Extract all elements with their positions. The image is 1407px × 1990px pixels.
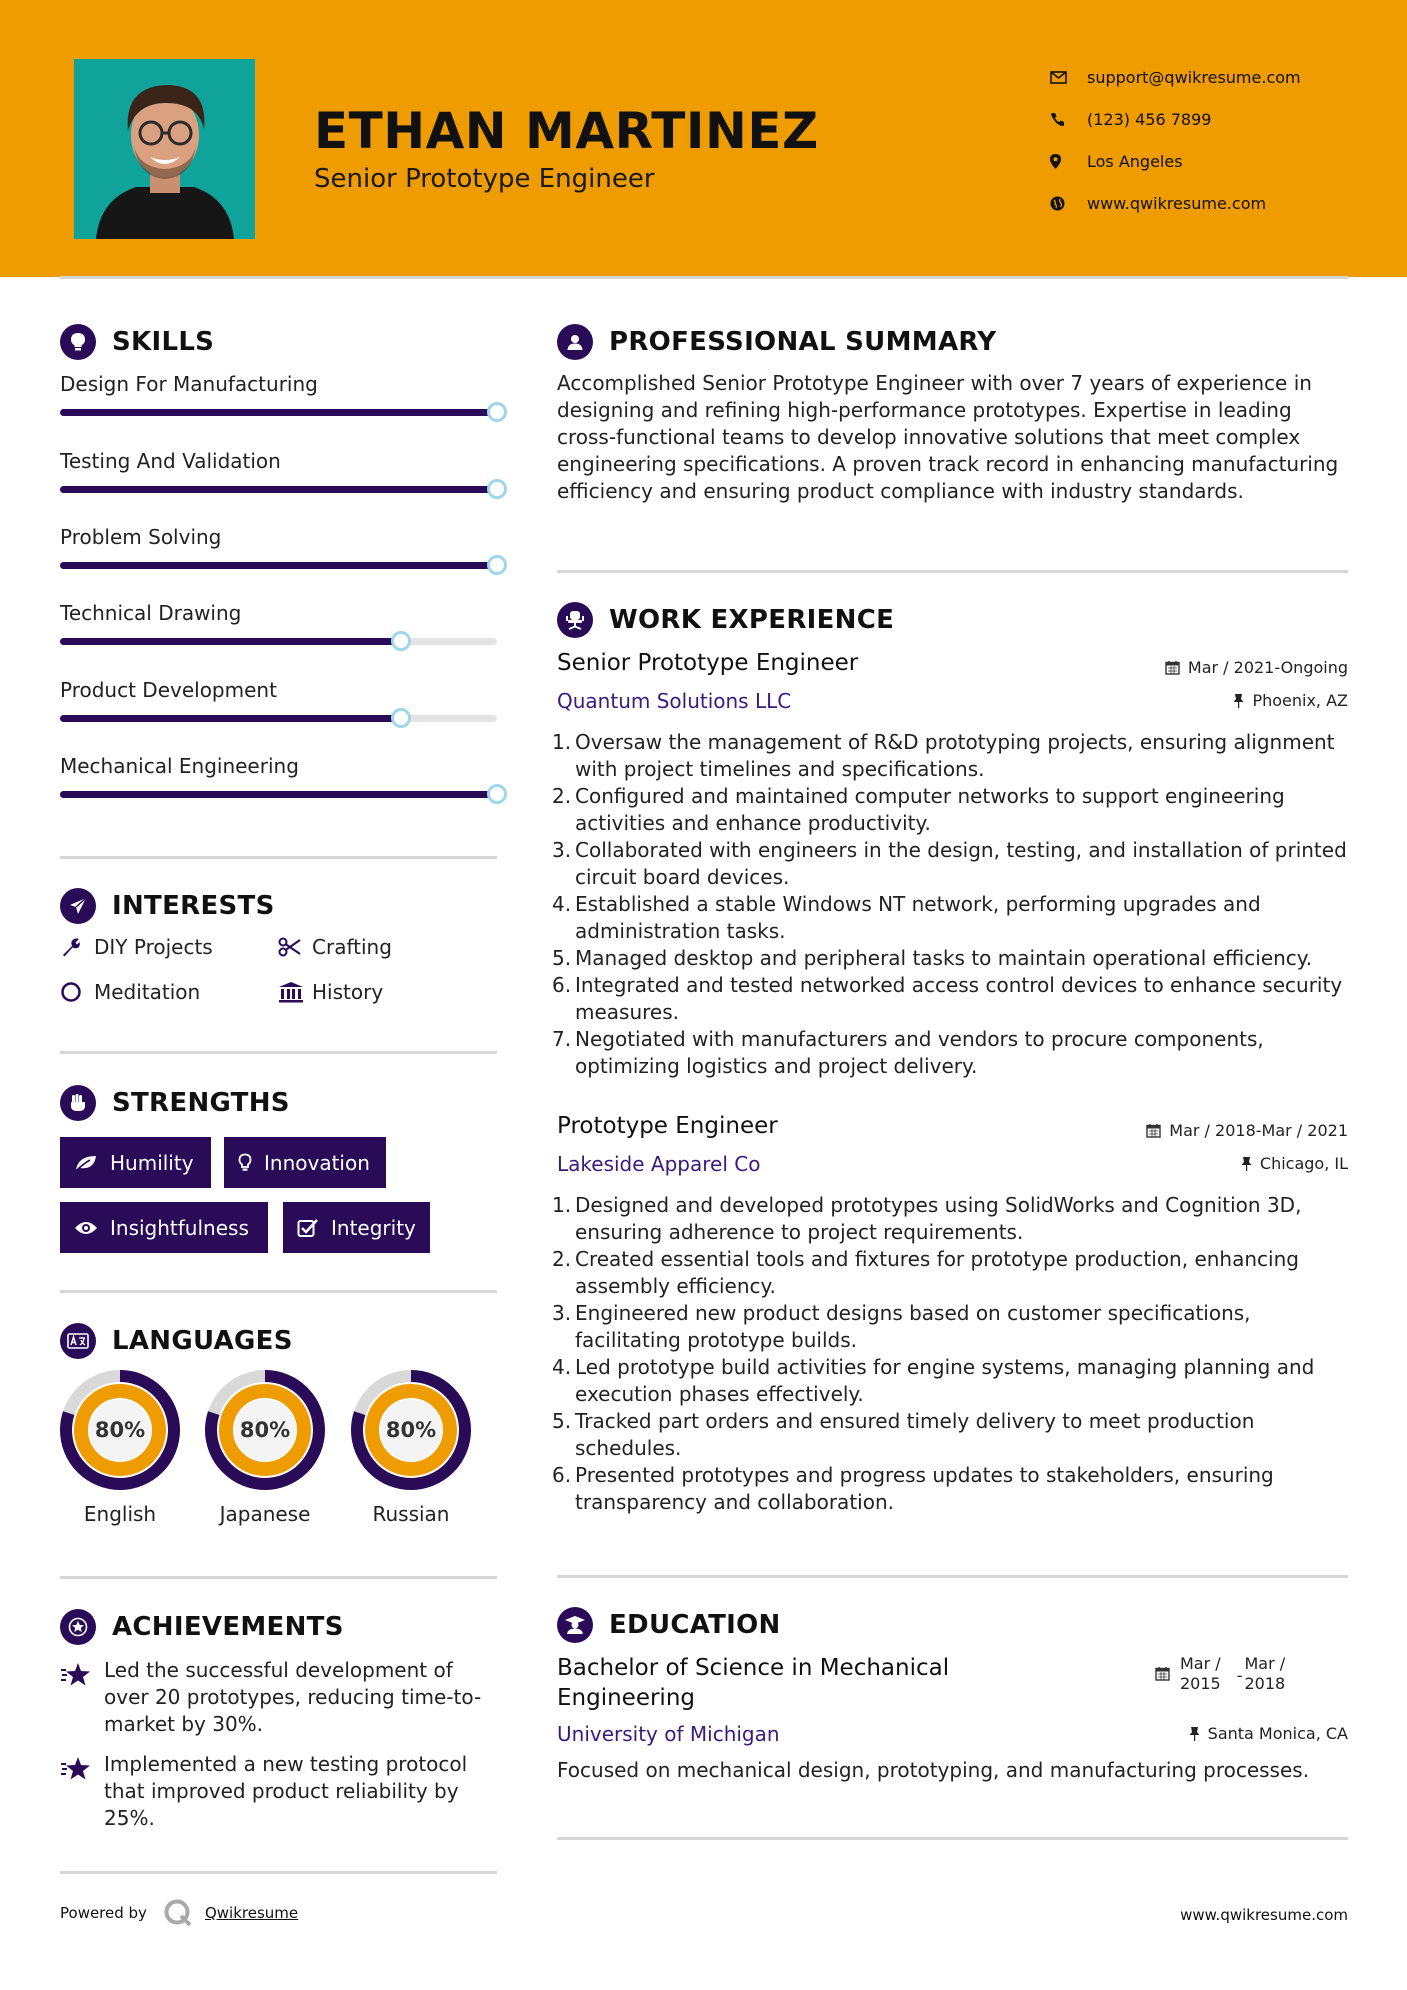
education-dates xyxy=(1155,1654,1285,1694)
skills-heading xyxy=(60,324,214,360)
contact-website[interactable] xyxy=(1050,182,1301,224)
job-duties xyxy=(552,1192,1352,1516)
achievement-text: Implemented a new testing protocol that improved product reliability by 25%. xyxy=(104,1752,468,1830)
interest-label: DIY Projects xyxy=(94,935,213,959)
skill-item xyxy=(60,522,500,552)
candidate-title: Senior Prototype Engineer xyxy=(314,164,655,194)
achievements-title: ACHIEVEMENTS xyxy=(112,1612,344,1642)
contact-website-text: www.qwikresume.com xyxy=(1087,193,1267,213)
star-icon xyxy=(60,1751,104,1832)
skills-title: SKILLS xyxy=(112,327,215,357)
summary-heading xyxy=(557,324,996,360)
qwikresume-link[interactable]: Qwikresume xyxy=(204,1904,299,1922)
skill-bar xyxy=(60,562,497,569)
degree-title xyxy=(557,1653,949,1713)
user-icon xyxy=(557,324,593,360)
summary-text: Accomplished Senior Prototype Engineer with over 7 years of experience in designing and refining high-performance prototypes. Expertise in leading cross-functional teams to develop innovative solutions that meet complex engineering specifications. A proven track record in enhancing manufacturing efficiency and ensuring product compliance with industry standards. xyxy=(557,371,1339,503)
duty-text: Engineered new product designs based on customer specifications, facilitating prototype builds. xyxy=(575,1301,1251,1352)
lightbulb-icon xyxy=(238,1153,252,1173)
interest-item xyxy=(60,980,200,1004)
interest-label: History xyxy=(312,980,384,1004)
language-item xyxy=(55,1368,185,1526)
education-start-date: Mar / 2015 xyxy=(1180,1654,1221,1693)
job-role: Senior Prototype Engineer xyxy=(557,650,859,676)
graduate-icon xyxy=(557,1607,593,1643)
strength-label: Humility xyxy=(110,1150,194,1175)
strengths-title: STRENGTHS xyxy=(112,1088,290,1118)
profile-photo xyxy=(74,59,255,239)
calendar-icon xyxy=(1146,1123,1161,1138)
contact-phone-text: (123) 456 7899 xyxy=(1087,109,1212,129)
education-location-text: Santa Monica, CA xyxy=(1207,1724,1348,1743)
contact-email-text: support@qwikresume.com xyxy=(1087,67,1301,87)
strength-badge xyxy=(60,1137,211,1188)
phone-icon xyxy=(1050,112,1087,127)
language-item xyxy=(200,1368,330,1526)
strength-label: Innovation xyxy=(264,1150,370,1175)
section-divider xyxy=(557,1837,1348,1840)
education-description: Focused on mechanical design, prototyping, and manufacturing processes. xyxy=(557,1758,1310,1782)
avatar-illustration xyxy=(74,59,255,239)
duty-item: 3. Engineered new product designs based on customer specifications, facilitating prototype builds. xyxy=(557,1300,1352,1354)
section-divider xyxy=(60,1871,497,1874)
degree-line: Engineering xyxy=(557,1685,695,1711)
duty-item: 7. Negotiated with manufacturers and vendors to procure components, optimizing logistics and project delivery. xyxy=(557,1026,1352,1080)
education-location xyxy=(1189,1724,1348,1743)
skill-bar-fill xyxy=(60,409,497,416)
job-dates-text: Mar / 2021-Ongoing xyxy=(1187,658,1348,677)
strength-badge xyxy=(60,1202,268,1253)
footer-website[interactable]: www.qwikresume.com xyxy=(1180,1906,1348,1924)
skill-bar-knob xyxy=(487,784,507,804)
map-pin-icon xyxy=(1050,154,1087,169)
duty-text: Collaborated with engineers in the design, testing, and installation of printed circuit board devices. xyxy=(575,838,1347,889)
job-dates xyxy=(1165,658,1348,677)
duty-text: Led prototype build activities for engine systems, managing planning and execution phases effectively. xyxy=(575,1355,1315,1406)
duty-text: Integrated and tested networked access control devices to enhance security measures. xyxy=(575,973,1343,1024)
skill-bar xyxy=(60,409,497,416)
star-icon xyxy=(60,1657,104,1738)
education-end-date: Mar / 2018 xyxy=(1244,1654,1286,1693)
check-square-icon xyxy=(297,1218,319,1238)
date-separator: - xyxy=(1236,1666,1243,1685)
language-percent: 80% xyxy=(239,1418,291,1442)
experience-heading xyxy=(557,602,894,638)
section-divider xyxy=(60,1290,497,1293)
skill-name: Design For Manufacturing xyxy=(60,372,318,396)
duty-text: Managed desktop and peripheral tasks to maintain operational efficiency. xyxy=(575,946,1313,970)
achievements-heading xyxy=(60,1609,344,1645)
paper-plane-icon xyxy=(60,888,96,924)
leaf-icon xyxy=(74,1154,98,1172)
language-percent: 80% xyxy=(94,1418,146,1442)
duty-item: 6. Presented prototypes and progress updates to stakeholders, ensuring transparency and collaboration. xyxy=(557,1462,1352,1516)
interest-label: Meditation xyxy=(94,980,201,1004)
skill-name: Testing And Validation xyxy=(60,449,281,473)
skill-item xyxy=(60,369,500,399)
strength-badge xyxy=(283,1202,430,1253)
duty-item: 1. Designed and developed prototypes using SolidWorks and Cognition 3D, ensuring adherence to project requirements. xyxy=(557,1192,1352,1246)
skill-bar-knob xyxy=(391,631,411,651)
job-duties xyxy=(552,729,1352,1080)
duty-text: Tracked part orders and ensured timely delivery to meet production schedules. xyxy=(575,1409,1255,1460)
language-ring xyxy=(203,1368,327,1492)
candidate-name: ETHAN MARTINEZ xyxy=(314,102,819,160)
duty-item: 5. Tracked part orders and ensured timely delivery to meet production schedules. xyxy=(557,1408,1352,1462)
circle-icon xyxy=(60,981,94,1003)
section-divider xyxy=(557,1575,1348,1578)
languages-title: LANGUAGES xyxy=(112,1326,293,1356)
strength-badge xyxy=(224,1137,386,1188)
duty-item: 5. Managed desktop and peripheral tasks to maintain operational efficiency. xyxy=(552,946,1313,970)
globe-icon xyxy=(1050,196,1087,211)
strengths-heading xyxy=(60,1085,290,1121)
calendar-icon xyxy=(1165,660,1180,675)
skill-name: Problem Solving xyxy=(60,525,222,549)
skill-bar-knob xyxy=(391,708,411,728)
contact-email[interactable] xyxy=(1050,56,1301,98)
job-role: Prototype Engineer xyxy=(557,1113,778,1139)
section-divider xyxy=(60,856,497,859)
skill-bar-fill xyxy=(60,715,401,722)
skill-bar-fill xyxy=(60,562,497,569)
skill-bar xyxy=(60,791,497,798)
job-location xyxy=(1241,1154,1348,1173)
job-location-text: Phoenix, AZ xyxy=(1252,691,1348,710)
envelope-icon xyxy=(1050,71,1087,84)
header-divider xyxy=(60,276,1348,279)
skill-bar-fill xyxy=(60,638,401,645)
section-divider xyxy=(557,570,1348,573)
duty-item: 2. Created essential tools and fixtures for prototype production, enhancing assembly efficiency. xyxy=(557,1246,1352,1300)
scissors-icon xyxy=(278,937,312,957)
thumbtack-icon xyxy=(1241,1156,1252,1171)
job-dates-text: Mar / 2018-Mar / 2021 xyxy=(1169,1121,1348,1140)
skill-bar-knob xyxy=(487,479,507,499)
strength-label: Integrity xyxy=(331,1215,416,1240)
duty-text: Presented prototypes and progress updates to stakeholders, ensuring transparency and collaboration. xyxy=(575,1463,1274,1514)
contact-phone[interactable] xyxy=(1050,98,1301,140)
language-percent: 80% xyxy=(385,1418,437,1442)
interest-item xyxy=(278,980,383,1004)
duty-item: 3. Collaborated with engineers in the design, testing, and installation of printed circuit board devices. xyxy=(557,837,1352,891)
interest-item xyxy=(60,935,213,959)
skill-item xyxy=(60,675,500,705)
strength-label: Insightfulness xyxy=(110,1215,249,1240)
skill-bar xyxy=(60,486,497,493)
wrench-icon xyxy=(60,936,94,958)
achievement-text: Led the successful development of over 20 prototypes, reducing time-to-market by 30%. xyxy=(104,1658,482,1736)
duty-text: Designed and developed prototypes using SolidWorks and Cognition 3D, ensuring adherence to project requirements. xyxy=(575,1193,1302,1244)
education-heading xyxy=(557,1607,781,1643)
language-name: Russian xyxy=(372,1502,450,1526)
job-company: Lakeside Apparel Co xyxy=(557,1152,761,1176)
contact-list xyxy=(1050,56,1301,224)
contact-location-text: Los Angeles xyxy=(1087,151,1183,171)
duty-text: Configured and maintained computer networks to support engineering activities and enhance productivity. xyxy=(575,784,1285,835)
education-title: EDUCATION xyxy=(609,1610,781,1640)
skill-name: Mechanical Engineering xyxy=(60,754,299,778)
language-ring xyxy=(349,1368,473,1492)
language-name: English xyxy=(83,1502,157,1526)
contact-location xyxy=(1050,140,1301,182)
duty-item: 6. Integrated and tested networked access control devices to enhance security measures. xyxy=(557,972,1352,1026)
language-item xyxy=(346,1368,476,1526)
skill-bar xyxy=(60,638,497,645)
achievement-item xyxy=(60,1751,500,1832)
thumbtack-icon xyxy=(1189,1726,1200,1741)
job-location xyxy=(1233,691,1348,710)
powered-by-text: Powered by xyxy=(60,1904,147,1922)
duty-item: 1. Oversaw the management of R&D prototyping projects, ensuring alignment with project timelines and specifications. xyxy=(557,729,1352,783)
interests-heading xyxy=(60,888,275,924)
skill-item xyxy=(60,751,500,781)
museum-icon xyxy=(278,981,312,1003)
duty-item: 2. Configured and maintained computer networks to support engineering activities and enhance productivity. xyxy=(557,783,1352,837)
job-location-text: Chicago, IL xyxy=(1259,1154,1348,1173)
skill-bar-knob xyxy=(487,555,507,575)
skill-item xyxy=(60,446,500,476)
duty-text: Negotiated with manufacturers and vendors to procure components, optimizing logistics and project delivery. xyxy=(575,1027,1264,1078)
duty-text: Oversaw the management of R&D prototyping projects, ensuring alignment with project timelines and specifications. xyxy=(575,730,1335,781)
calendar-icon xyxy=(1155,1666,1170,1681)
language-ring xyxy=(58,1368,182,1492)
achievement-item xyxy=(60,1657,500,1738)
duty-text: Created essential tools and fixtures for prototype production, enhancing assembly efficiency. xyxy=(575,1247,1299,1298)
interest-label: Crafting xyxy=(312,935,392,959)
school-name: University of Michigan xyxy=(557,1722,780,1746)
interests-title: INTERESTS xyxy=(112,891,275,921)
duty-text: Established a stable Windows NT network, performing upgrades and administration tasks. xyxy=(575,892,1261,943)
duty-item: 4. Led prototype build activities for engine systems, managing planning and execution phases effectively. xyxy=(557,1354,1352,1408)
job-company: Quantum Solutions LLC xyxy=(557,689,792,713)
language-icon xyxy=(60,1323,96,1359)
skill-bar xyxy=(60,715,497,722)
resume-header xyxy=(0,0,1407,277)
thumbtack-icon xyxy=(1233,693,1244,708)
language-name: Japanese xyxy=(219,1502,311,1526)
duty-item: 4. Established a stable Windows NT network, performing upgrades and administration tasks. xyxy=(557,891,1352,945)
job-dates xyxy=(1146,1121,1348,1140)
skill-name: Technical Drawing xyxy=(60,601,242,625)
interest-item xyxy=(278,935,392,959)
skill-bar-fill xyxy=(60,791,497,798)
skill-item xyxy=(60,598,500,628)
skill-name: Product Development xyxy=(60,678,277,702)
skill-bar-knob xyxy=(487,402,507,422)
section-divider xyxy=(60,1576,497,1579)
section-divider xyxy=(60,1051,497,1054)
experience-title: WORK EXPERIENCE xyxy=(609,605,895,635)
office-chair-icon xyxy=(557,602,593,638)
languages-heading xyxy=(60,1323,293,1359)
star-badge-icon xyxy=(60,1609,96,1645)
eye-icon xyxy=(74,1220,98,1236)
degree-line: Bachelor of Science in Mechanical xyxy=(557,1655,950,1681)
lightbulb-icon xyxy=(60,324,96,360)
fist-icon xyxy=(60,1085,96,1121)
qwikresume-logo-icon xyxy=(163,1898,193,1928)
footer-powered-by xyxy=(60,1898,298,1928)
summary-title: PROFESSIONAL SUMMARY xyxy=(609,327,997,357)
skill-bar-fill xyxy=(60,486,497,493)
